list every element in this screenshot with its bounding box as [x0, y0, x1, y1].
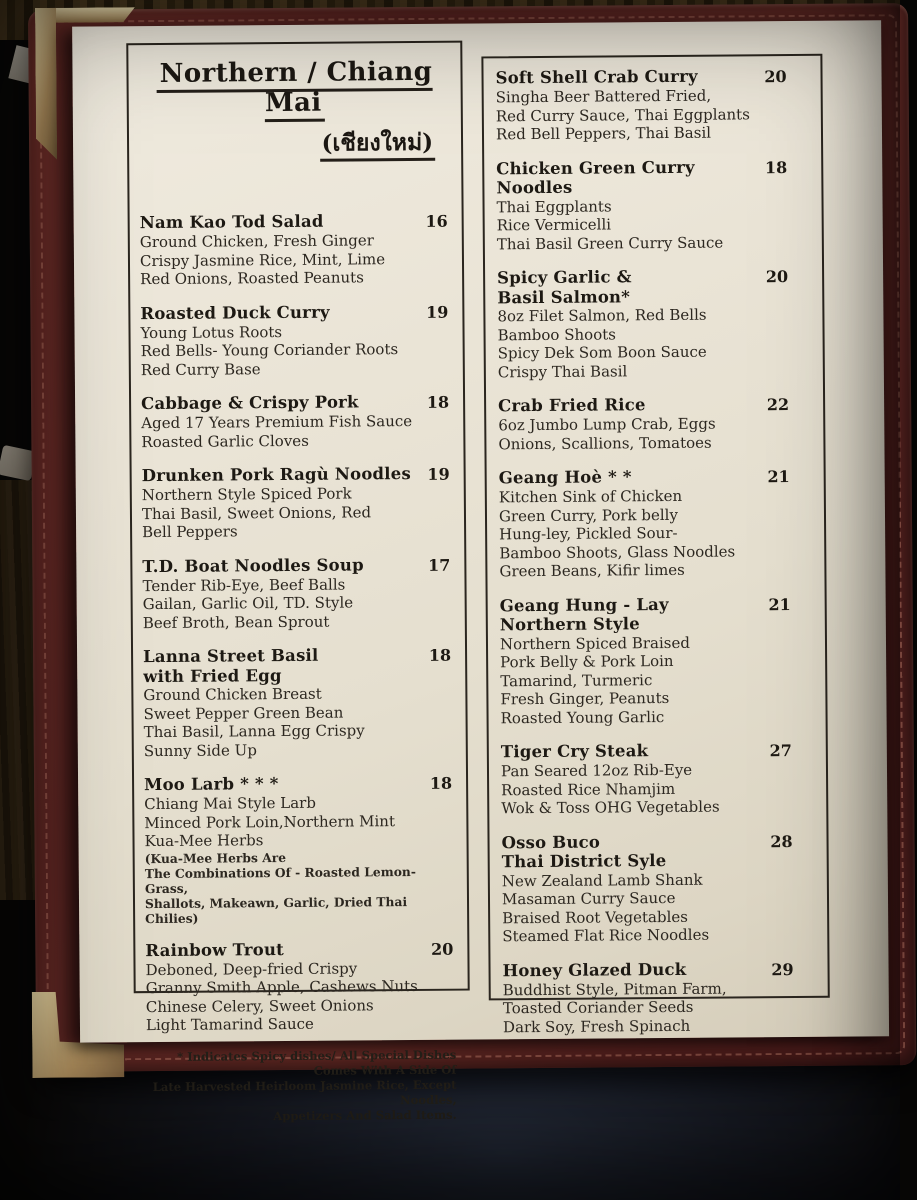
item-description-line: 6oz Jumbo Lump Crab, Eggs	[498, 414, 716, 435]
item-description-line: Roasted Young Garlic	[500, 707, 665, 727]
menu-item	[142, 464, 455, 542]
menu-title-thai-text: (เชียงใหม่)	[319, 129, 435, 162]
menu-title-thai	[139, 125, 451, 163]
item-name-price-row	[142, 554, 454, 576]
item-name-line: Cabbage & Crispy Pork	[141, 392, 359, 414]
footnote-line: Late Harvested Heirloom Jasmine Rice, Except Noodles,	[152, 1077, 457, 1107]
item-price: 19	[426, 302, 449, 322]
menu-item	[145, 938, 458, 1034]
item-description-line: Granny Smith Apple, Cashews Nuts	[145, 976, 418, 998]
item-price: 18	[426, 392, 450, 412]
menu-item	[141, 392, 453, 451]
item-name-price-row	[499, 466, 814, 488]
menu-left-column	[126, 41, 469, 1123]
item-name-price-row	[142, 464, 454, 486]
item-price: 18	[429, 773, 453, 793]
menu-right-column	[481, 54, 829, 1036]
item-description-line: Rice Vermicelli	[496, 215, 612, 235]
menu-item	[140, 301, 453, 379]
item-description-line: Red Curry Sauce, Thai Eggplants	[495, 104, 750, 125]
item-description-line: Kitchen Sink of Chicken	[498, 486, 683, 507]
item-description-line: Spicy Dek Som Boon Sauce	[497, 342, 707, 363]
item-name	[141, 392, 359, 413]
item-name	[501, 832, 666, 872]
item-name-price-row	[141, 392, 453, 414]
item-name-price-row	[500, 593, 815, 634]
menu-item	[502, 958, 818, 1036]
item-name-price-row	[501, 740, 816, 762]
menu-footnote	[146, 1047, 459, 1124]
right-items-list	[495, 66, 818, 1036]
item-description-line: Masaman Curry Sauce	[501, 888, 676, 909]
menu-item	[501, 830, 817, 945]
item-name-line: Roasted Duck Curry	[140, 302, 330, 323]
item-description-line: Gailan, Garlic Oil, TD. Style	[142, 593, 354, 614]
item-name	[144, 774, 279, 795]
item-description-line: Thai Basil, Sweet Onions, Red	[141, 502, 372, 523]
item-description-line: New Zealand Lamb Shank	[501, 870, 703, 890]
item-description-line: Onions, Scallions, Tomatoes	[498, 433, 712, 453]
item-description-line: Chiang Mai Style Larb	[144, 793, 316, 814]
item-description-line: Toasted Coriander Seeds	[502, 997, 694, 1018]
item-price: 27	[769, 741, 792, 761]
item-description-line: Chinese Celery, Sweet Onions	[145, 995, 374, 1016]
item-name	[501, 741, 648, 762]
item-name-line: Geang Hung - Lay	[499, 594, 669, 615]
item-price: 20	[764, 67, 787, 87]
item-name	[496, 157, 695, 198]
item-price: 20	[431, 939, 454, 959]
item-description-line: Red Onions, Roasted Peanuts	[140, 268, 364, 289]
menu-page	[72, 20, 889, 1123]
item-name-line: Rainbow Trout	[145, 939, 285, 960]
item-name-line: Basil Salmon*	[497, 286, 631, 307]
menu-item	[143, 645, 456, 760]
menu-title	[138, 57, 450, 119]
menu-title-text: Northern / Chiang Mai	[157, 57, 433, 122]
left-items-list	[140, 211, 458, 1035]
item-description-line: Bell Peppers	[142, 522, 238, 542]
item-description-line: Steamed Flat Rice Noodles	[502, 925, 710, 946]
item-name-line: Spicy Garlic &	[497, 267, 632, 288]
item-name	[142, 464, 411, 486]
menu-item	[499, 466, 815, 581]
item-description-line: Braised Root Vegetables	[502, 907, 689, 927]
metal-corner-top-left-vertical	[35, 8, 57, 160]
item-name-price-row	[501, 830, 816, 871]
item-name-line: T.D. Boat Noodles Soup	[142, 554, 364, 576]
item-name-price-row	[495, 66, 810, 88]
item-price: 22	[766, 395, 790, 415]
item-description-line: Kua-Mee Herbs	[144, 831, 264, 851]
item-name-line: Crab Fried Rice	[498, 395, 646, 416]
item-description-line: Dark Soy, Fresh Spinach	[502, 1016, 691, 1036]
item-name	[497, 267, 632, 307]
menu-item	[497, 266, 813, 381]
item-description-line: Young Lotus Roots	[140, 322, 283, 342]
item-description-line: Thai Basil Green Curry Sauce	[496, 233, 724, 253]
item-description-line: Deboned, Deep-fried Crispy	[145, 958, 358, 979]
item-name	[498, 395, 646, 416]
item-description-line: Northern Style Spiced Pork	[141, 484, 352, 505]
item-name-line: Moo Larb * * *	[144, 774, 279, 795]
item-price: 17	[428, 555, 451, 575]
item-name	[143, 646, 319, 686]
item-price: 18	[428, 645, 452, 665]
item-name-price-row	[140, 211, 452, 233]
item-name-line: Soft Shell Crab Curry	[495, 66, 698, 88]
item-price: 19	[427, 464, 450, 484]
item-fine-print-line: (Kua-Mee Herbs Are	[144, 849, 287, 866]
item-name-line: Northern Style	[499, 614, 640, 635]
item-description-line: Green Curry, Pork belly	[498, 505, 678, 525]
item-description-line: Buddhist Style, Pitman Farm,	[502, 979, 727, 999]
item-price: 29	[771, 959, 794, 979]
item-name-price-row	[502, 958, 817, 980]
item-name	[500, 594, 669, 634]
item-name-line: Nam Kao Tod Salad	[139, 211, 324, 233]
item-description-line: Hung-ley, Pickled Sour-	[499, 523, 678, 544]
menu-item	[142, 554, 455, 632]
item-name-line: Drunken Pork Ragù Noodles	[141, 464, 411, 486]
menu-item	[501, 740, 817, 818]
item-name-line: Geang Hoè * *	[498, 467, 632, 488]
menu-item	[498, 394, 813, 453]
item-name-price-row	[144, 773, 456, 795]
item-description-line: Crispy Thai Basil	[497, 361, 628, 381]
item-name-price-row	[497, 266, 812, 307]
item-name-price-row	[498, 394, 813, 416]
item-description-line: Bamboo Shoots	[497, 324, 616, 344]
item-fine-print-line: Shallots, Makeawn, Garlic, Dried Thai Chilies)	[144, 893, 408, 926]
item-description-line: Tamarind, Turmeric	[500, 670, 653, 690]
item-name-line: Chicken Green Curry	[496, 157, 695, 178]
item-description-line: Thai Eggplants	[496, 196, 612, 216]
item-name-price-row	[145, 938, 457, 960]
item-description-line: Fresh Ginger, Peanuts	[500, 688, 670, 709]
item-price: 21	[767, 467, 790, 487]
item-price: 16	[425, 211, 448, 231]
item-description-line: Singha Beer Battered Fried,	[495, 86, 712, 107]
item-name-line: Tiger Cry Steak	[500, 741, 649, 762]
item-name-line: Honey Glazed Duck	[502, 959, 687, 980]
item-description-line: Red Curry Base	[140, 359, 261, 379]
item-name	[140, 212, 324, 233]
item-name	[145, 940, 284, 961]
item-description-line: Aged 17 Years Premium Fish Sauce	[141, 411, 413, 433]
item-description-line: Pork Belly & Pork Loin	[500, 651, 674, 672]
item-description-line: Red Bell Peppers, Thai Basil	[495, 123, 712, 144]
item-description-line: 8oz Filet Salmon, Red Bells	[497, 305, 707, 326]
menu-item	[495, 66, 811, 144]
item-description-line: Roasted Rice Nhamjim	[501, 779, 676, 799]
menu-item	[496, 156, 812, 253]
item-description-line: Crispy Jasmine Rice, Mint, Lime	[139, 249, 386, 270]
item-description-line: Thai Basil, Lanna Egg Crispy	[143, 721, 365, 742]
item-description-line: Sweet Pepper Green Bean	[143, 703, 344, 723]
menu-item	[144, 773, 457, 926]
item-name	[140, 302, 329, 323]
item-name-line: Lanna Street Basil	[143, 645, 319, 667]
item-description-line: Roasted Garlic Cloves	[141, 431, 309, 451]
footnote-line: Appetizers And Salad Items.	[273, 1107, 457, 1123]
item-name	[495, 67, 697, 88]
menu-item	[140, 211, 453, 289]
item-description-line: Minced Pork Loin,Northern Mint	[144, 811, 396, 832]
item-description-line: Tender Rib-Eye, Beef Balls	[142, 575, 346, 595]
item-price: 21	[768, 594, 791, 614]
item-description-line: Beef Broth, Bean Sprout	[142, 612, 330, 632]
item-name	[499, 467, 632, 488]
item-description-line: Light Tamarind Sauce	[145, 1014, 314, 1035]
item-description-line: Bamboo Shoots, Glass Noodles	[499, 541, 736, 562]
item-description-line: Ground Chicken Breast	[143, 684, 322, 705]
item-name	[502, 959, 686, 980]
item-name-price-row	[140, 301, 452, 323]
item-name-line: Thai District Syle	[501, 851, 667, 872]
item-fine-print-line: The Combinations Of - Roasted Lemon-Grass,	[144, 863, 417, 896]
item-name-price-row	[143, 645, 455, 686]
item-description-line: Ground Chicken, Fresh Ginger	[139, 231, 374, 252]
menu-item	[500, 593, 816, 727]
item-description-line: Red Bells- Young Coriander Roots	[140, 340, 399, 361]
item-description-line: Sunny Side Up	[143, 740, 257, 760]
item-name	[142, 555, 364, 576]
item-description-line: Northern Spiced Braised	[499, 633, 690, 653]
item-price: 18	[764, 157, 788, 177]
item-name-line: with Fried Egg	[143, 665, 282, 686]
item-price: 20	[765, 267, 789, 287]
item-name-line: Noodles	[496, 177, 573, 198]
item-name-price-row	[496, 156, 811, 197]
item-price: 28	[770, 831, 793, 851]
item-name-line: Osso Buco	[501, 832, 601, 852]
item-description-line: Pan Seared 12oz Rib-Eye	[500, 760, 693, 781]
item-description-line: Wok & Toss OHG Vegetables	[501, 797, 720, 818]
menu-leather-cover	[28, 3, 916, 1123]
item-description-line: Green Beans, Kifir limes	[499, 560, 685, 581]
footnote-line: * Indicates Spicy dishes/ All Special Dishes Comes With A Side Of	[177, 1047, 457, 1078]
